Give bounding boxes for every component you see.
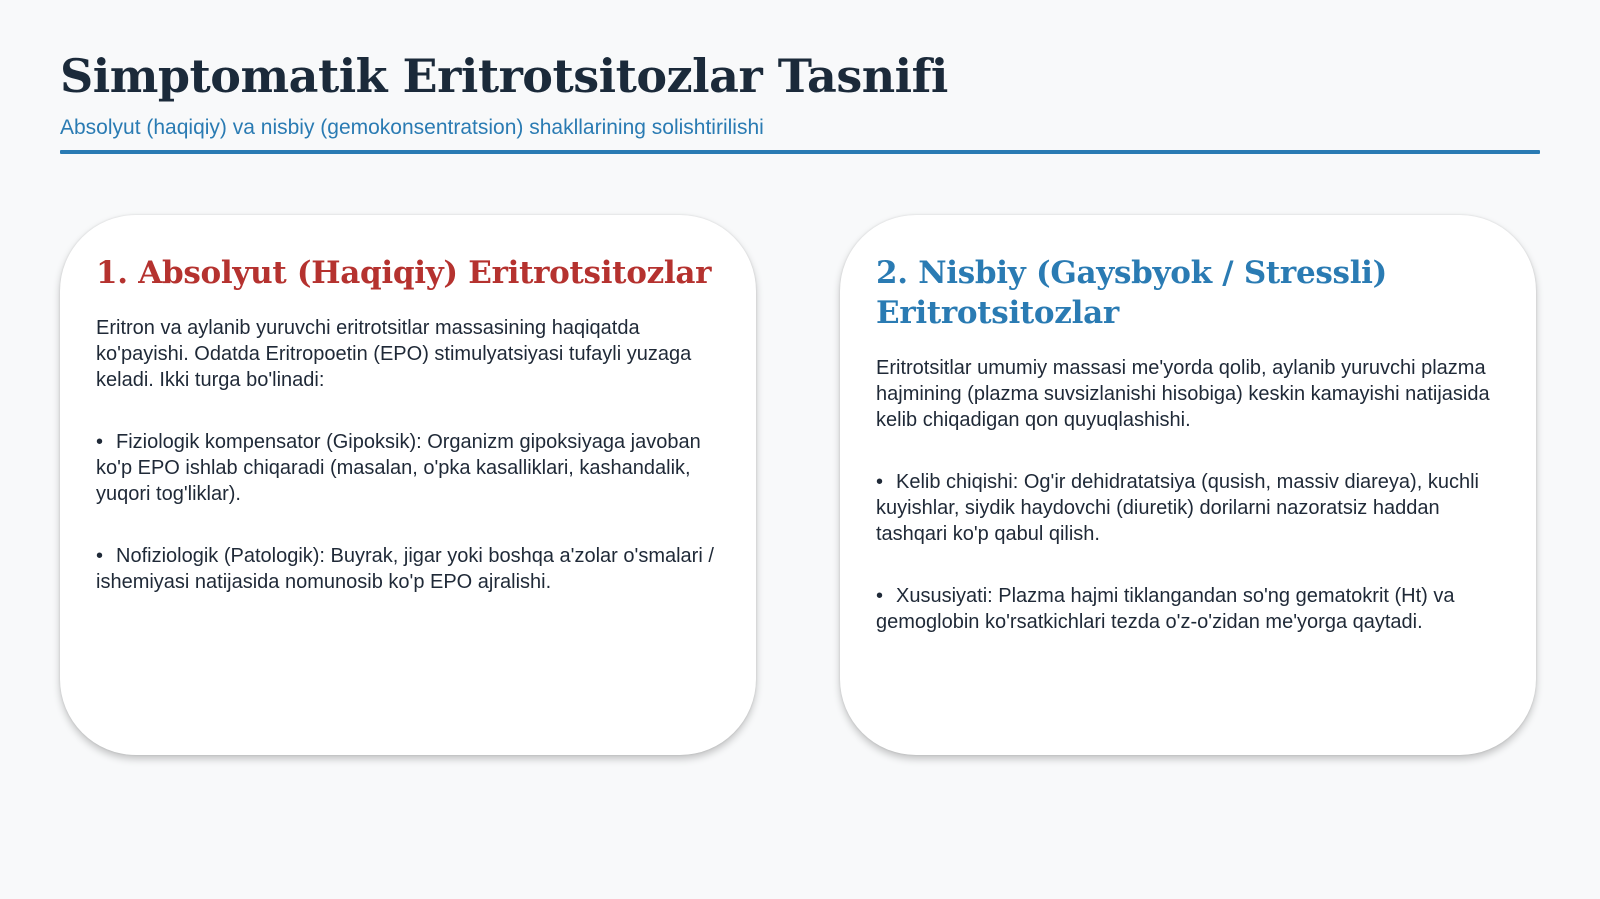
bullet-text: Nofiziologik (Patologik): Buyrak, jigar yoki boshqa a'zolar o'smalari / ishemiyasi natijasida nomunosib ko'p EPO ajralishi. bbox=[96, 545, 714, 593]
card-title: 1. Absolyut (Haqiqiy) Eritrotsitozlar bbox=[96, 255, 712, 291]
bullet-item bbox=[96, 543, 720, 595]
bullet-icon: • bbox=[96, 431, 104, 453]
card-description: Eritrotsitlar umumiy massasi me'yorda qolib, aylanib yuruvchi plazma hajmining (plazma suvsizlanishi hisobiga) keskin kamayishi natijasida kelib chiqadigan qon quyuqlashishi. bbox=[876, 357, 1490, 431]
bullet-text: Kelib chiqishi: Og'ir dehidratatsiya (qusish, massiv diareya), kuchli kuyishlar, siydik haydovchi (diuretik) dorilarni nazoratsiz haddan tashqari ko'p qabul qilish. bbox=[876, 471, 1479, 545]
bullet-text: Xususiyati: Plazma hajmi tiklangandan so'ng gematokrit (Ht) va gemoglobin ko'rsatkichlari tezda o'z-o'zidan me'yorga qaytadi. bbox=[876, 585, 1455, 633]
bullet-icon: • bbox=[96, 545, 104, 567]
header-divider bbox=[60, 150, 1540, 154]
card-absolute-erythrocytosis bbox=[60, 215, 756, 755]
bullet-item bbox=[876, 469, 1500, 547]
bullet-item bbox=[876, 583, 1500, 635]
bullet-icon: • bbox=[876, 585, 884, 607]
page-subtitle: Absolyut (haqiqiy) va nisbiy (gemokonsentratsion) shakllarining solishtirilishi bbox=[60, 116, 764, 139]
slide-header bbox=[60, 46, 1540, 142]
bullet-text: Fiziologik kompensator (Gipoksik): Organizm gipoksiyaga javoban ko'p EPO ishlab chiqaradi (masalan, o'pka kasalliklari, kashandalik, yuqori tog'liklar). bbox=[96, 431, 701, 505]
card-description: Eritron va aylanib yuruvchi eritrotsitlar massasining haqiqatda ko'payishi. Odatda Eritropoetin (EPO) stimulyatsiyasi tufayli yuzaga keladi. Ikki turga bo'linadi: bbox=[96, 317, 692, 391]
bullet-icon: • bbox=[876, 471, 884, 493]
card-title: 2. Nisbiy (Gaysbyok / Stressli) Eritrotsitozlar bbox=[876, 255, 1388, 331]
card-relative-erythrocytosis bbox=[840, 215, 1536, 755]
page-title: Simptomatik Eritrotsitozlar Tasnifi bbox=[60, 49, 948, 103]
bullet-item bbox=[96, 429, 720, 507]
